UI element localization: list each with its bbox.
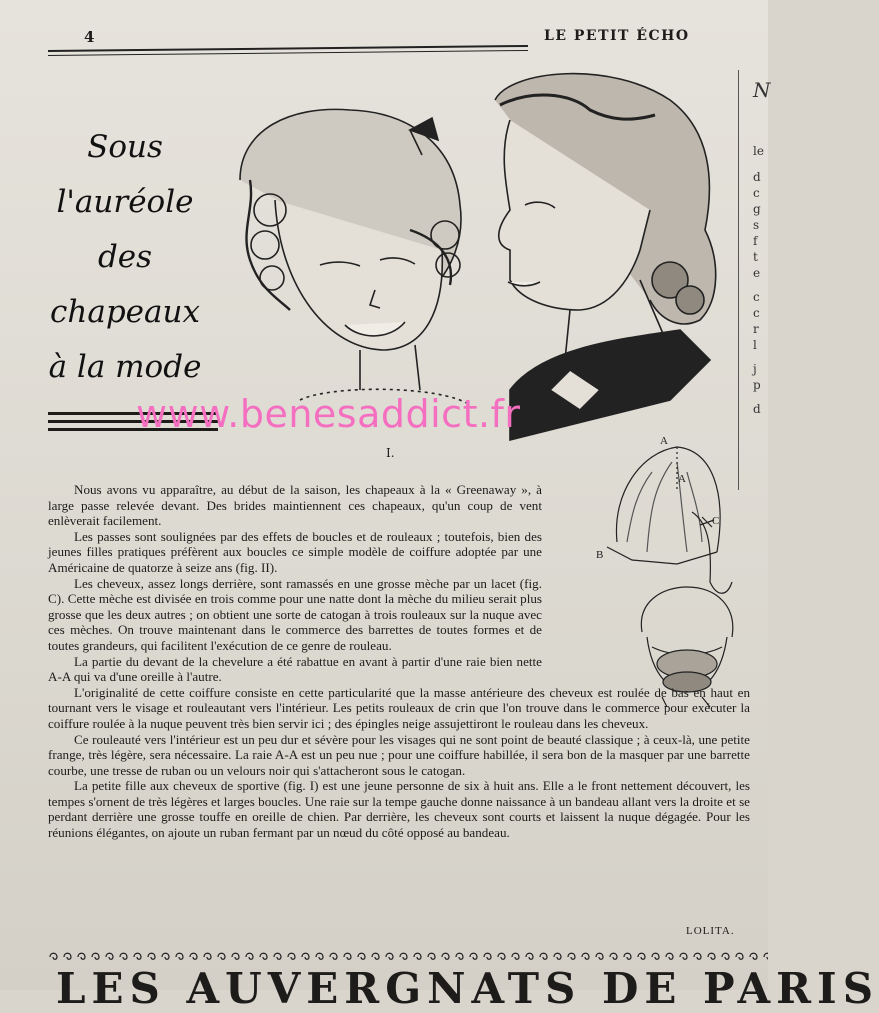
- adjacent-column-fragment: N le d c g s f t e c c r l j p d: [738, 70, 769, 490]
- diagram-label-b: B: [596, 549, 604, 561]
- narrow-column: [48, 482, 542, 685]
- paragraph: Les cheveux, assez longs derrière, sont ramassés en une grosse mèche par un lacet (fig. C). Cette mèche est divisée en trois comme pour une natte dont la mèche du milieu serait plus grosse que les deux autres ; on obtient une sorte de catogan à trois rouleaux sur la nuque avec ces mèches. On trouve maintenant dans le commerce des barrettes de toutes formes et de toutes grandeurs, qui facilitent l'exécution de ce genre de rouleau.: [48, 575, 542, 653]
- paragraph: Ce rouleauté vers l'intérieur est un peu dur et sévère pour les visages qui ne sont point de beauté classique ; à ceux-là, une petite frange, très légère, sera nécessaire. La raie A-A est un peu nue ; pour une coiffure habillée, il sera bon de la masquer par une barrette courbe, une tresse de ruban ou un velours noir qui s'attacheront sous le catogan.: [48, 731, 750, 778]
- diagram-label-a: A: [660, 435, 668, 447]
- next-article-heading: LES AUVERGNATS DE PARIS: [56, 964, 879, 1013]
- paragraph: L'originalité de cette coiffure consiste en cette particularité que la masse antérieure des cheveux est roulée de bas en haut en tournant vers le visage et rouleautant vers l'intérieur. Les petits rouleaux de crin que l'on trouve dans le commerce pour exécuter la coiffure roulée à la nuque peuvent très bien servir ici ; des épingles neige assujettiront le rouleau dans les cheveux.: [48, 684, 750, 731]
- title-line: à la mode: [48, 349, 202, 385]
- woman-portrait: [495, 74, 716, 440]
- paragraph: La petite fille aux cheveux de sportive (fig. I) est une jeune personne de six à huit ans. Elle a le front nettement découvert, les tempes s'ornent de très légères et larges boucles. Une raie sur la tempe gauche donne naissance à un bandeau allant vers la droite et se perdant derrière une grosse touffe en oreille de chien. Par derrière, les cheveux sont courts et laissent la nuque dégagée. Pour les réunions élégantes, on ajoute un ruban fermant par un nœud du côté opposé au bandeau.: [48, 778, 750, 841]
- title-line: Sous: [87, 129, 163, 165]
- watermark: www.benesaddict.fr: [136, 392, 521, 436]
- article-title: [40, 120, 210, 395]
- diagram-label-a: A: [678, 473, 686, 485]
- page-number: 4: [84, 28, 95, 46]
- paragraph: La partie du devant de la chevelure a été rabattue en avant à partir d'une raie bien nette A-A qui va d'une oreille à l'autre.: [48, 653, 542, 685]
- page-header: [48, 28, 768, 58]
- paragraph: Nous avons vu apparaître, au début de la saison, les chapeaux à la « Greenaway », à large passe relevée devant. Des brides maintiennent ces chapeaux, qu'un coup de vent enlèverait facilement.: [48, 482, 542, 529]
- decorative-border: [48, 950, 768, 964]
- title-line: l'auréole: [56, 184, 194, 220]
- title-line: des: [97, 239, 153, 275]
- masthead: LE PETIT ÉCHO: [544, 28, 690, 44]
- article-body: [48, 482, 750, 841]
- girl-portrait: [240, 109, 470, 405]
- paragraph: Les passes sont soulignées par des effets de boucles et de rouleaux ; toutefois, bien des jeunes filles pratiques préfèrent aux boucles ce simple modèle de coiffure adoptée par une Américaine de quatorze à seize ans (fig. II).: [48, 528, 542, 575]
- figure-label: I.: [386, 446, 395, 460]
- title-line: chapeaux: [50, 294, 200, 330]
- diagram-label-c: C: [712, 515, 720, 527]
- author-signature: LOLITA.: [686, 925, 735, 937]
